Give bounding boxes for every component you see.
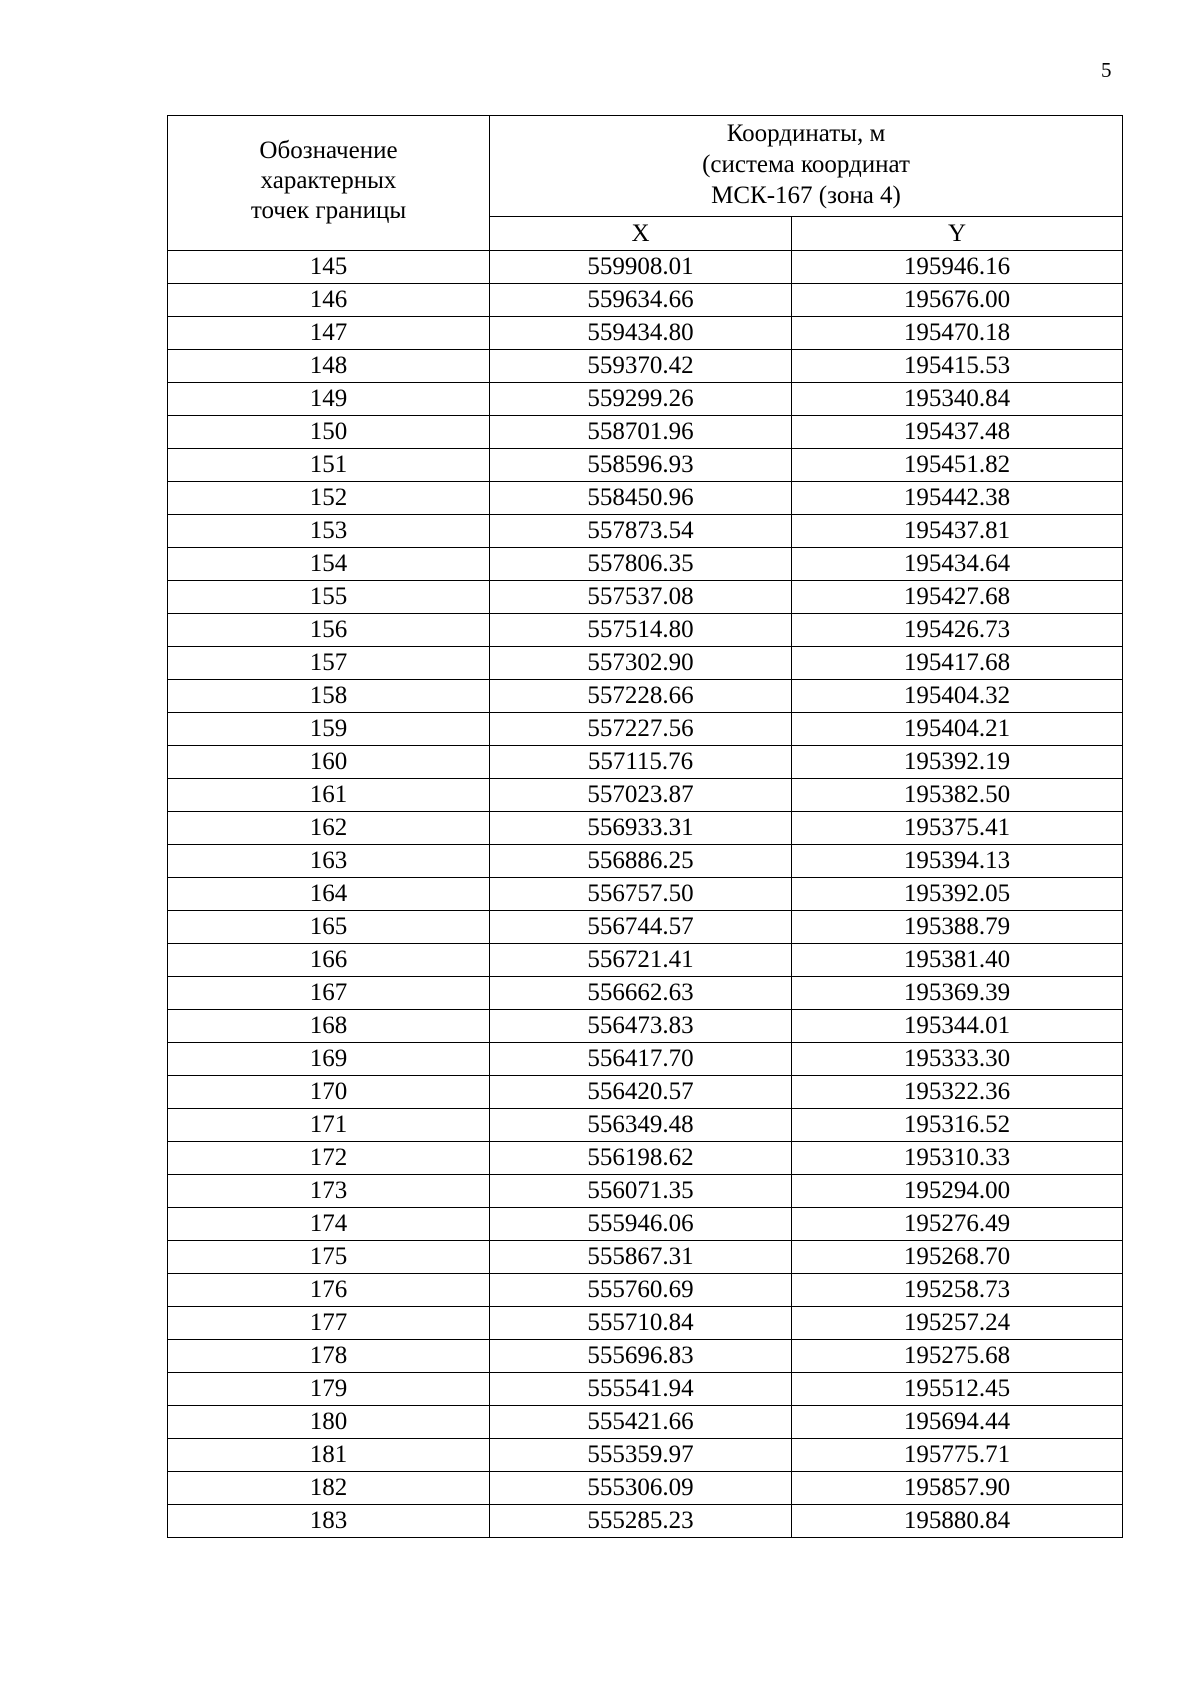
table-row (168, 779, 1123, 812)
page-number: 5 (1101, 58, 1112, 82)
table-row (168, 383, 1123, 416)
point-number-cell: 169 (168, 1043, 490, 1076)
table-row (168, 1307, 1123, 1340)
x-coordinate-cell: 557873.54 (490, 515, 792, 548)
y-coordinate-cell: 195322.36 (792, 1076, 1123, 1109)
table-row (168, 944, 1123, 977)
point-number-cell: 157 (168, 647, 490, 680)
y-coordinate-cell: 195427.68 (792, 581, 1123, 614)
x-coordinate-cell: 559634.66 (490, 284, 792, 317)
table-row (168, 845, 1123, 878)
x-coordinate-cell: 556933.31 (490, 812, 792, 845)
table-row (168, 1175, 1123, 1208)
table-row (168, 647, 1123, 680)
y-coordinate-cell: 195310.33 (792, 1142, 1123, 1175)
y-coordinate-cell: 195434.64 (792, 548, 1123, 581)
x-coordinate-cell: 556757.50 (490, 878, 792, 911)
x-coordinate-cell: 557227.56 (490, 713, 792, 746)
table-row (168, 1076, 1123, 1109)
point-number-cell: 147 (168, 317, 490, 350)
y-coordinate-cell: 195394.13 (792, 845, 1123, 878)
y-coordinate-cell: 195880.84 (792, 1505, 1123, 1538)
y-coordinate-cell: 195369.39 (792, 977, 1123, 1010)
point-number-cell: 148 (168, 350, 490, 383)
x-coordinate-cell: 555541.94 (490, 1373, 792, 1406)
y-coordinate-cell: 195392.05 (792, 878, 1123, 911)
point-number-cell: 175 (168, 1241, 490, 1274)
table-row (168, 746, 1123, 779)
point-number-cell: 149 (168, 383, 490, 416)
y-coordinate-cell: 195388.79 (792, 911, 1123, 944)
y-coordinate-cell: 195333.30 (792, 1043, 1123, 1076)
x-coordinate-cell: 556744.57 (490, 911, 792, 944)
x-coordinate-cell: 559370.42 (490, 350, 792, 383)
y-coordinate-cell: 195775.71 (792, 1439, 1123, 1472)
x-coordinate-cell: 556473.83 (490, 1010, 792, 1043)
y-coordinate-cell: 195381.40 (792, 944, 1123, 977)
table-row (168, 1142, 1123, 1175)
y-coordinate-cell: 195512.45 (792, 1373, 1123, 1406)
x-coordinate-cell: 555760.69 (490, 1274, 792, 1307)
point-number-cell: 160 (168, 746, 490, 779)
x-coordinate-cell: 556071.35 (490, 1175, 792, 1208)
header-designation-line: точек границы (250, 197, 407, 224)
x-coordinate-cell: 558450.96 (490, 482, 792, 515)
point-number-cell: 167 (168, 977, 490, 1010)
y-coordinate-cell: 195268.70 (792, 1241, 1123, 1274)
point-number-cell: 158 (168, 680, 490, 713)
table-row (168, 878, 1123, 911)
point-number-cell: 155 (168, 581, 490, 614)
point-number-cell: 174 (168, 1208, 490, 1241)
point-number-cell: 151 (168, 449, 490, 482)
point-number-cell: 173 (168, 1175, 490, 1208)
x-coordinate-cell: 557302.90 (490, 647, 792, 680)
x-coordinate-cell: 557023.87 (490, 779, 792, 812)
x-coordinate-cell: 557537.08 (490, 581, 792, 614)
table-body (168, 251, 1123, 1538)
point-number-cell: 181 (168, 1439, 490, 1472)
y-coordinate-cell: 195426.73 (792, 614, 1123, 647)
y-coordinate-cell: 195404.21 (792, 713, 1123, 746)
table-row (168, 317, 1123, 350)
point-number-cell: 153 (168, 515, 490, 548)
table-row (168, 812, 1123, 845)
table-row (168, 911, 1123, 944)
header-coordinates-line: МСК-167 (зона 4) (711, 182, 901, 209)
y-coordinate-cell: 195275.68 (792, 1340, 1123, 1373)
x-coordinate-cell: 557806.35 (490, 548, 792, 581)
point-number-cell: 179 (168, 1373, 490, 1406)
y-coordinate-cell: 195451.82 (792, 449, 1123, 482)
table-row (168, 581, 1123, 614)
y-coordinate-cell: 195417.68 (792, 647, 1123, 680)
point-number-cell: 150 (168, 416, 490, 449)
table-row (168, 548, 1123, 581)
point-number-cell: 177 (168, 1307, 490, 1340)
point-number-cell: 154 (168, 548, 490, 581)
table-row (168, 350, 1123, 383)
point-number-cell: 164 (168, 878, 490, 911)
x-coordinate-cell: 556721.41 (490, 944, 792, 977)
header-coordinates (490, 116, 1123, 217)
header-x: X (490, 217, 792, 251)
x-coordinate-cell: 556349.48 (490, 1109, 792, 1142)
x-coordinate-cell: 555359.97 (490, 1439, 792, 1472)
table-row (168, 515, 1123, 548)
table-row (168, 1439, 1123, 1472)
y-coordinate-cell: 195946.16 (792, 251, 1123, 284)
y-coordinate-cell: 195375.41 (792, 812, 1123, 845)
table-row (168, 713, 1123, 746)
x-coordinate-cell: 558701.96 (490, 416, 792, 449)
header-designation-line: характерных (260, 167, 397, 194)
point-number-cell: 166 (168, 944, 490, 977)
x-coordinate-cell: 555867.31 (490, 1241, 792, 1274)
y-coordinate-cell: 195437.48 (792, 416, 1123, 449)
y-coordinate-cell: 195340.84 (792, 383, 1123, 416)
header-point-designation (168, 116, 490, 251)
table-row (168, 1373, 1123, 1406)
x-coordinate-cell: 559434.80 (490, 317, 792, 350)
table-row (168, 1472, 1123, 1505)
table-row (168, 977, 1123, 1010)
point-number-cell: 170 (168, 1076, 490, 1109)
table-row (168, 1505, 1123, 1538)
x-coordinate-cell: 559908.01 (490, 251, 792, 284)
point-number-cell: 171 (168, 1109, 490, 1142)
x-coordinate-cell: 556198.62 (490, 1142, 792, 1175)
header-coordinates-line: Координаты, м (726, 120, 886, 147)
point-number-cell: 163 (168, 845, 490, 878)
table-header (168, 116, 1123, 251)
x-coordinate-cell: 556420.57 (490, 1076, 792, 1109)
point-number-cell: 159 (168, 713, 490, 746)
x-coordinate-cell: 556662.63 (490, 977, 792, 1010)
x-coordinate-cell: 557115.76 (490, 746, 792, 779)
point-number-cell: 178 (168, 1340, 490, 1373)
y-coordinate-cell: 195258.73 (792, 1274, 1123, 1307)
table-row (168, 1340, 1123, 1373)
point-number-cell: 182 (168, 1472, 490, 1505)
y-coordinate-cell: 195276.49 (792, 1208, 1123, 1241)
table-row (168, 416, 1123, 449)
table-row (168, 1241, 1123, 1274)
header-coordinates-line: (система координат (702, 151, 910, 178)
table-row (168, 482, 1123, 515)
point-number-cell: 183 (168, 1505, 490, 1538)
x-coordinate-cell: 555946.06 (490, 1208, 792, 1241)
x-coordinate-cell: 555696.83 (490, 1340, 792, 1373)
y-coordinate-cell: 195382.50 (792, 779, 1123, 812)
table-row (168, 1208, 1123, 1241)
y-coordinate-cell: 195316.52 (792, 1109, 1123, 1142)
x-coordinate-cell: 555306.09 (490, 1472, 792, 1505)
point-number-cell: 168 (168, 1010, 490, 1043)
x-coordinate-cell: 559299.26 (490, 383, 792, 416)
y-coordinate-cell: 195257.24 (792, 1307, 1123, 1340)
point-number-cell: 176 (168, 1274, 490, 1307)
y-coordinate-cell: 195857.90 (792, 1472, 1123, 1505)
point-number-cell: 180 (168, 1406, 490, 1439)
point-number-cell: 146 (168, 284, 490, 317)
header-designation-line: Обозначение (259, 137, 398, 164)
x-coordinate-cell: 557228.66 (490, 680, 792, 713)
y-coordinate-cell: 195676.00 (792, 284, 1123, 317)
point-number-cell: 156 (168, 614, 490, 647)
x-coordinate-cell: 557514.80 (490, 614, 792, 647)
table-row (168, 1010, 1123, 1043)
x-coordinate-cell: 556417.70 (490, 1043, 792, 1076)
table-row (168, 284, 1123, 317)
y-coordinate-cell: 195344.01 (792, 1010, 1123, 1043)
boundary-points-table (167, 115, 1123, 1538)
y-coordinate-cell: 195392.19 (792, 746, 1123, 779)
y-coordinate-cell: 195415.53 (792, 350, 1123, 383)
table-row (168, 614, 1123, 647)
table-row (168, 251, 1123, 284)
table-row (168, 680, 1123, 713)
table-row (168, 449, 1123, 482)
x-coordinate-cell: 558596.93 (490, 449, 792, 482)
y-coordinate-cell: 195694.44 (792, 1406, 1123, 1439)
table-row (168, 1274, 1123, 1307)
point-number-cell: 165 (168, 911, 490, 944)
y-coordinate-cell: 195294.00 (792, 1175, 1123, 1208)
point-number-cell: 162 (168, 812, 490, 845)
y-coordinate-cell: 195470.18 (792, 317, 1123, 350)
point-number-cell: 145 (168, 251, 490, 284)
table-row (168, 1109, 1123, 1142)
point-number-cell: 161 (168, 779, 490, 812)
y-coordinate-cell: 195437.81 (792, 515, 1123, 548)
x-coordinate-cell: 555285.23 (490, 1505, 792, 1538)
table-row (168, 1043, 1123, 1076)
y-coordinate-cell: 195442.38 (792, 482, 1123, 515)
x-coordinate-cell: 555710.84 (490, 1307, 792, 1340)
y-coordinate-cell: 195404.32 (792, 680, 1123, 713)
point-number-cell: 172 (168, 1142, 490, 1175)
point-number-cell: 152 (168, 482, 490, 515)
table-row (168, 1406, 1123, 1439)
header-y: Y (792, 217, 1123, 251)
x-coordinate-cell: 556886.25 (490, 845, 792, 878)
x-coordinate-cell: 555421.66 (490, 1406, 792, 1439)
